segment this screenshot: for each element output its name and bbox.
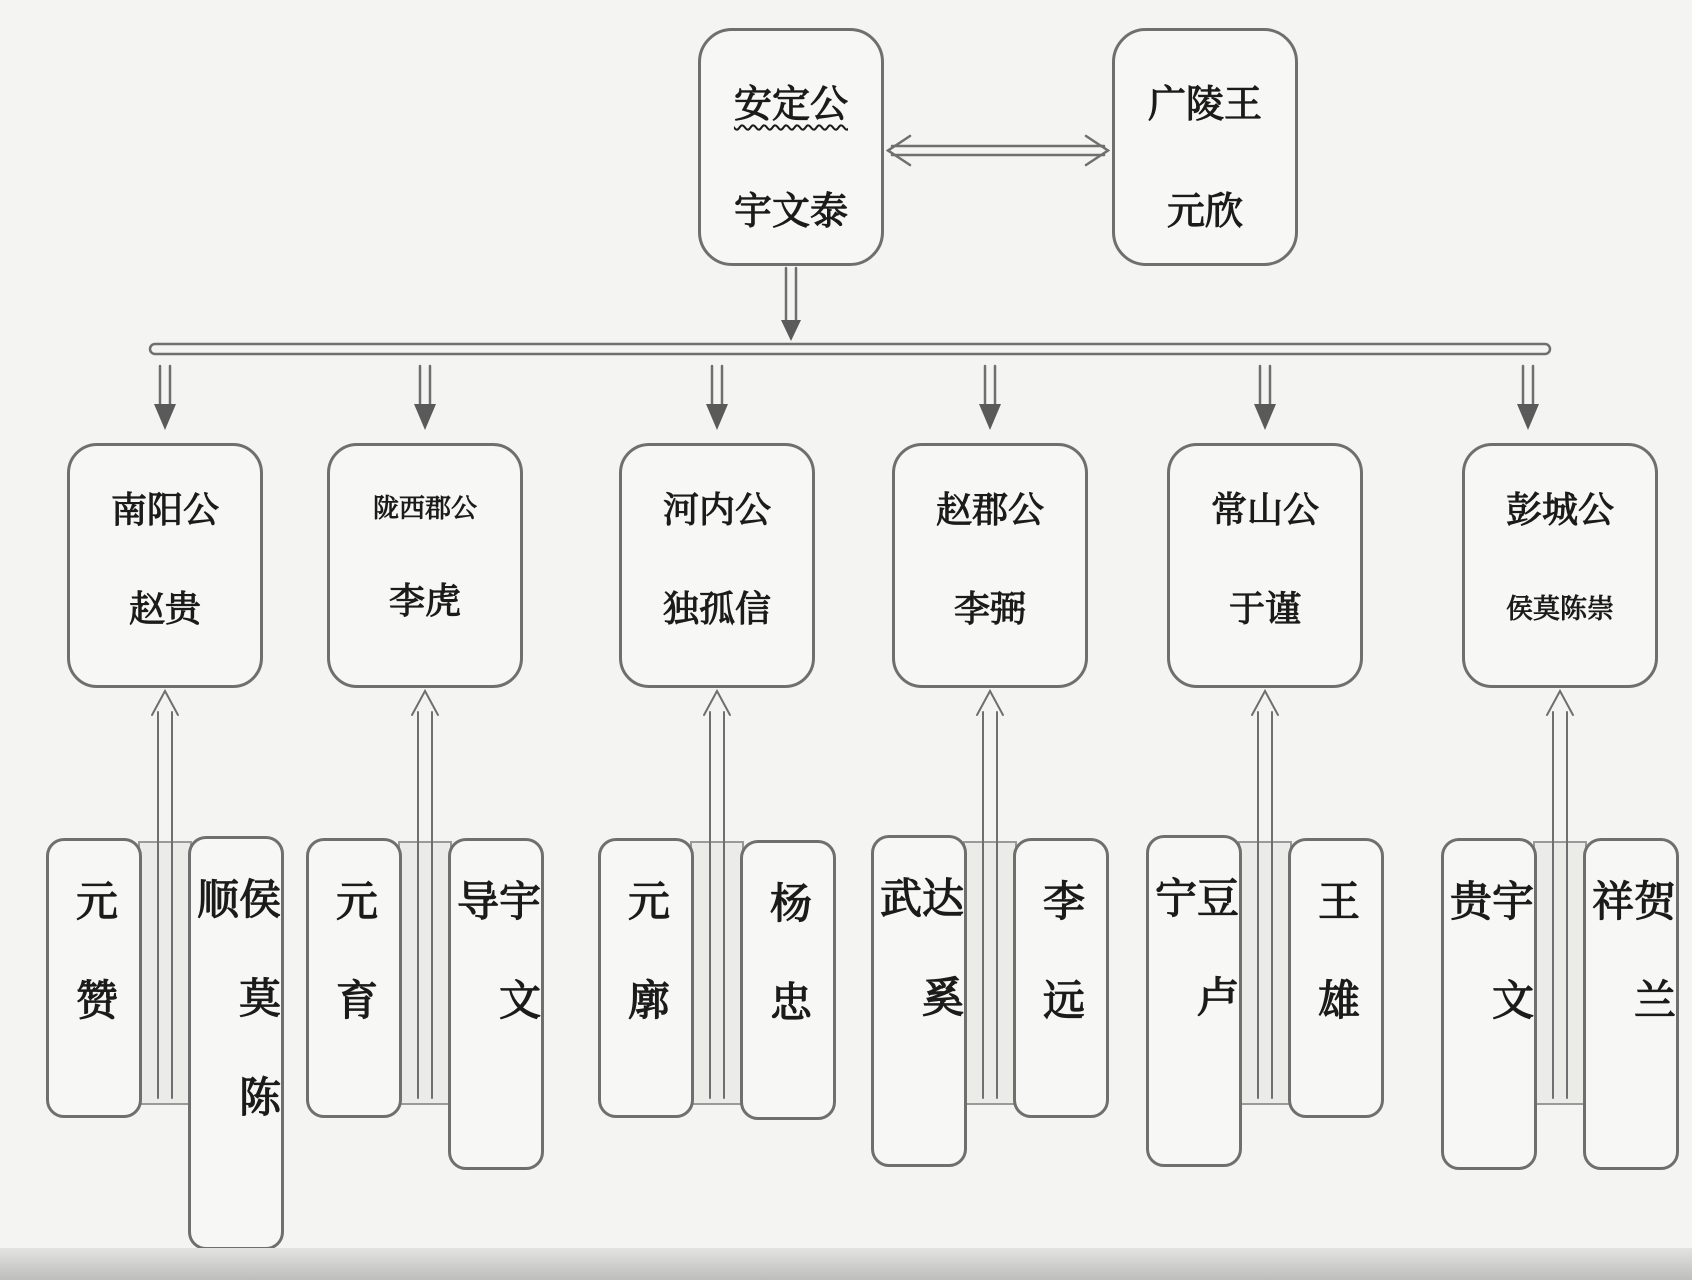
co-leader-box <box>1112 28 1298 266</box>
duke-title: 赵郡公 <box>935 490 1044 531</box>
duke-box-nanyang <box>67 443 263 688</box>
general-name: 元育 <box>330 879 379 1077</box>
duke-box-longxi <box>327 443 523 688</box>
general-box <box>598 838 694 1118</box>
co-leader-name: 元欣 <box>1166 189 1243 233</box>
general-name: 王雄 <box>1312 879 1361 1077</box>
general-box <box>740 840 836 1120</box>
general-box <box>871 835 967 1167</box>
general-box <box>188 836 284 1250</box>
duke-name: 李虎 <box>388 581 461 622</box>
duke-name: 于谨 <box>1228 589 1301 630</box>
general-name: 李远 <box>1037 879 1086 1077</box>
general-box <box>1288 838 1384 1118</box>
general-box <box>1146 835 1242 1167</box>
duke-name: 李弼 <box>953 589 1026 630</box>
bottom-edge-strip <box>0 1248 1692 1280</box>
leader-down-arrow <box>781 268 801 341</box>
duke-box-henei <box>619 443 815 688</box>
duke-title: 河内公 <box>662 490 771 531</box>
general-name: 元赞 <box>70 879 119 1077</box>
general-box <box>306 838 402 1118</box>
general-box <box>46 838 142 1118</box>
general-box <box>1013 838 1109 1118</box>
duke-box-changshan <box>1167 443 1363 688</box>
general-box <box>448 838 544 1170</box>
general-name: 侯莫陈顺 <box>191 877 282 1174</box>
general-name: 宇文导 <box>451 879 542 1077</box>
general-name: 宇文贵 <box>1444 879 1535 1077</box>
duke-title: 南阳公 <box>110 490 219 531</box>
general-name: 达奚武 <box>874 876 965 1074</box>
general-name: 元廓 <box>622 879 671 1077</box>
duke-box-zhaojun <box>892 443 1088 688</box>
duke-name: 独孤信 <box>662 589 771 630</box>
general-box <box>1583 838 1679 1170</box>
duke-name: 赵贵 <box>128 589 201 630</box>
co-leader-title: 广陵王 <box>1147 82 1262 126</box>
duke-name: 侯莫陈崇 <box>1506 594 1614 625</box>
distribution-bar <box>150 344 1550 354</box>
general-name: 豆卢宁 <box>1149 876 1240 1074</box>
duke-title: 常山公 <box>1210 490 1319 531</box>
general-name: 贺兰祥 <box>1586 879 1677 1077</box>
duke-title: 陇西郡公 <box>372 494 477 524</box>
leader-box <box>698 28 884 266</box>
duke-box-pengcheng <box>1462 443 1658 688</box>
general-name: 杨忠 <box>764 881 813 1079</box>
leader-coleader-arrow <box>888 136 1108 165</box>
leader-title: 安定公 <box>733 82 848 126</box>
general-box <box>1441 838 1537 1170</box>
leader-name: 宇文泰 <box>733 189 848 233</box>
duke-down-arrows <box>154 366 1539 430</box>
duke-title: 彭城公 <box>1505 490 1614 531</box>
